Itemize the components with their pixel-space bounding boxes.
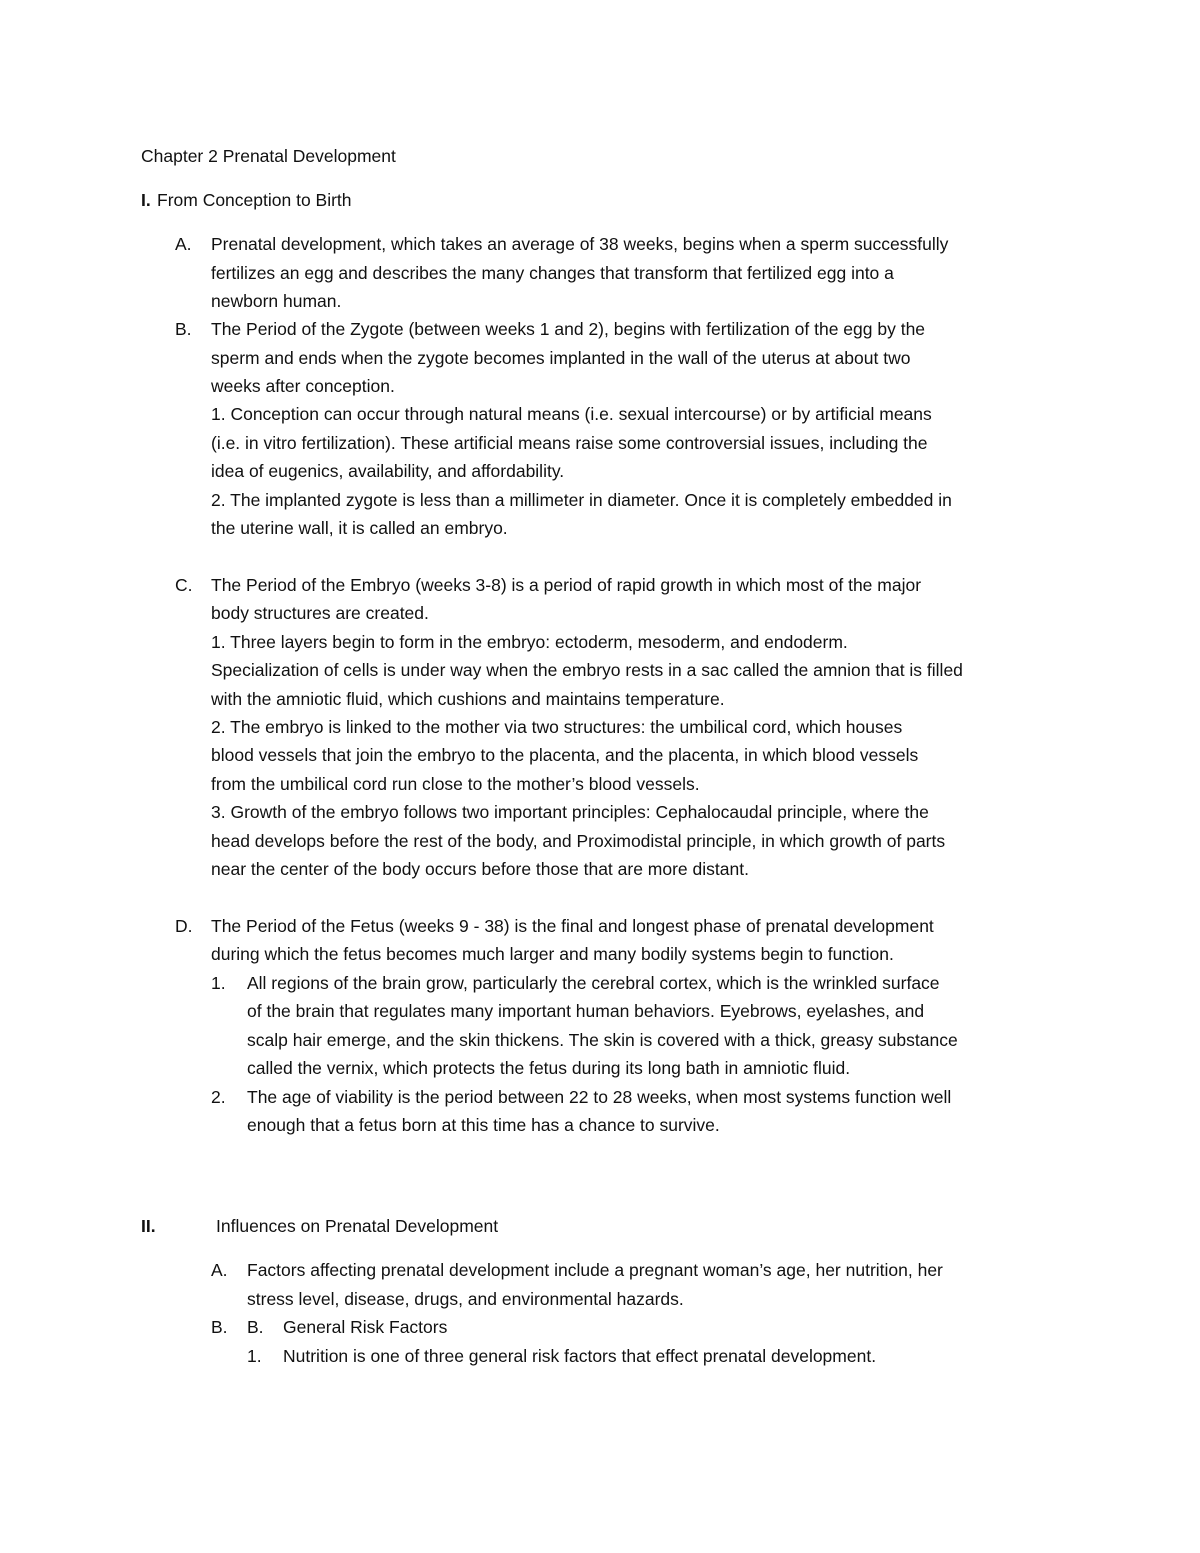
item-b-line: 2. The implanted zygote is less than a millimeter in diameter. Once it is completely embedded in	[211, 490, 952, 510]
section-2-item-b-text: General Risk Factors	[283, 1317, 448, 1337]
item-d-sub-1-line: of the brain that regulates many important human behaviors. Eyebrows, eyelashes, and	[247, 1001, 925, 1021]
item-c-line: from the umbilical cord run close to the mother’s blood vessels.	[211, 774, 700, 794]
section-2-item-a-line: stress level, disease, drugs, and environmental hazards.	[247, 1289, 684, 1309]
item-c-line: 3. Growth of the embryo follows two important principles: Cephalocaudal principle, where the	[211, 802, 929, 822]
item-d-line: The Period of the Fetus (weeks 9 - 38) is the final and longest phase of prenatal development	[211, 916, 934, 936]
section-2-numeral: II.	[141, 1216, 156, 1236]
item-b-line: 1. Conception can occur through natural means (i.e. sexual intercourse) or by artificial means	[211, 404, 932, 424]
section-2-item-b-inner-marker: B.	[247, 1317, 264, 1337]
item-b-line: idea of eugenics, availability, and affordability.	[211, 461, 565, 481]
item-d-sub-1-line: scalp hair emerge, and the skin thickens. The skin is covered with a thick, greasy substance	[247, 1030, 958, 1050]
item-a-line: Prenatal development, which takes an average of 38 weeks, begins when a sperm successfully	[211, 234, 949, 254]
section-2-item-b-marker: B.	[211, 1317, 228, 1337]
item-d-sub-1-line: All regions of the brain grow, particularly the cerebral cortex, which is the wrinkled surface	[247, 973, 940, 993]
item-c-line: head develops before the rest of the body, and Proximodistal principle, in which growth of parts	[211, 831, 946, 851]
item-d-sub-1-marker: 1.	[211, 973, 226, 993]
item-a-marker: A.	[175, 234, 192, 254]
item-c-line: The Period of the Embryo (weeks 3-8) is a period of rapid growth in which most of the major	[211, 575, 922, 595]
item-c-line: blood vessels that join the embryo to the placenta, and the placenta, in which blood vessels	[211, 745, 919, 765]
item-c-line: body structures are created.	[211, 603, 429, 623]
section-2-heading: Influences on Prenatal Development	[216, 1216, 499, 1236]
item-b-line: (i.e. in vitro fertilization). These artificial means raise some controversial issues, including the	[211, 433, 928, 453]
section-2-item-a-marker: A.	[211, 1260, 228, 1280]
item-b-line: weeks after conception.	[211, 376, 395, 396]
item-c-line: near the center of the body occurs before those that are more distant.	[211, 859, 749, 879]
item-b-line: The Period of the Zygote (between weeks 1 and 2), begins with fertilization of the egg by the	[211, 319, 926, 339]
page-title: Chapter 2 Prenatal Development	[141, 146, 396, 166]
item-a-line: fertilizes an egg and describes the many changes that transform that fertilized egg into a	[211, 263, 894, 283]
item-d-line: during which the fetus becomes much larger and many bodily systems begin to function.	[211, 944, 894, 964]
item-a-line: newborn human.	[211, 291, 342, 311]
item-d-marker: D.	[175, 916, 193, 936]
section-2-item-a-line: Factors affecting prenatal development include a pregnant woman’s age, her nutrition, her	[247, 1260, 943, 1280]
item-c-line: 1. Three layers begin to form in the embryo: ectoderm, mesoderm, and endoderm.	[211, 632, 848, 652]
item-b-line: the uterine wall, it is called an embryo.	[211, 518, 508, 538]
item-d-sub-2-marker: 2.	[211, 1087, 226, 1107]
item-d-sub-2-line: enough that a fetus born at this time has a chance to survive.	[247, 1115, 720, 1135]
item-b-marker: B.	[175, 319, 192, 339]
item-d-sub-1-line: called the vernix, which protects the fetus during its long bath in amniotic fluid.	[247, 1058, 851, 1078]
item-c-line: with the amniotic fluid, which cushions and maintains temperature.	[211, 689, 725, 709]
item-d-sub-2-line: The age of viability is the period between 22 to 28 weeks, when most systems function well	[247, 1087, 952, 1107]
section-2-item-b-sub-1-text: Nutrition is one of three general risk factors that effect prenatal development.	[283, 1346, 877, 1366]
item-b-line: sperm and ends when the zygote becomes implanted in the wall of the uterus at about two	[211, 348, 911, 368]
section-1-heading: From Conception to Birth	[157, 190, 352, 210]
section-1-numeral: I.	[141, 190, 151, 210]
section-2-item-b-sub-1-marker: 1.	[247, 1346, 262, 1366]
item-c-line: 2. The embryo is linked to the mother via two structures: the umbilical cord, which houses	[211, 717, 903, 737]
item-c-line: Specialization of cells is under way when the embryo rests in a sac called the amnion that is filled	[211, 660, 963, 680]
item-c-marker: C.	[175, 575, 193, 595]
